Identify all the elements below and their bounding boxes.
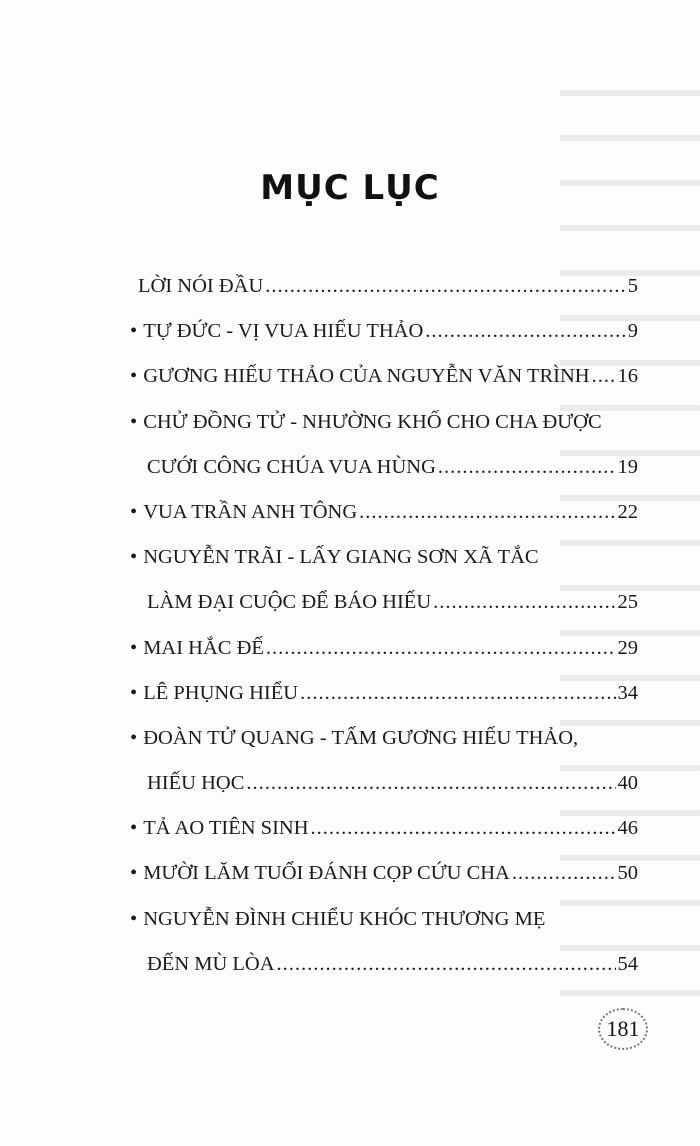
- toc-entry-title: CƯỚI CÔNG CHÚA VUA HÙNG: [147, 455, 436, 478]
- dot-leader: [359, 501, 615, 524]
- toc-entry-title: MAI HẮC ĐẾ: [143, 636, 264, 659]
- toc-entry-page: 34: [617, 681, 638, 704]
- bullet-icon: •: [130, 726, 138, 749]
- dot-leader: [438, 456, 616, 479]
- toc-entry-page: 40: [617, 772, 638, 795]
- bullet-icon: •: [130, 320, 138, 343]
- bullet-icon: •: [130, 365, 138, 388]
- toc-entry[interactable]: [130, 456, 638, 501]
- toc-entry[interactable]: [130, 817, 638, 862]
- toc-entry-page: 46: [617, 817, 638, 840]
- toc-entry-page: 19: [617, 455, 638, 478]
- bullet-icon: •: [130, 546, 138, 569]
- dot-leader: [425, 320, 625, 343]
- bullet-icon: •: [130, 410, 138, 433]
- dot-leader: [433, 591, 615, 614]
- dot-leader: [311, 817, 616, 840]
- toc-entry[interactable]: [130, 275, 638, 320]
- toc-entry-title: VUA TRẦN ANH TÔNG: [143, 500, 358, 523]
- toc-entry-title: LỜI NÓI ĐẦU: [138, 275, 264, 297]
- table-of-contents: [130, 275, 638, 998]
- bullet-icon: •: [130, 636, 138, 659]
- toc-entry-title: MƯỜI LĂM TUỔI ĐÁNH CỌP CỨU CHA: [143, 862, 510, 885]
- dot-leader: [512, 862, 616, 885]
- toc-entry-title: NGUYỄN TRÃI - LẤY GIANG SƠN XÃ TẮC: [143, 546, 539, 569]
- dot-leader: [246, 772, 615, 795]
- toc-entry[interactable]: [130, 772, 638, 817]
- toc-entry[interactable]: [130, 411, 638, 456]
- bullet-icon: •: [130, 681, 138, 704]
- dot-leader: [300, 682, 615, 705]
- toc-entry[interactable]: [130, 682, 638, 727]
- toc-entry[interactable]: [130, 637, 638, 682]
- toc-entry[interactable]: [130, 908, 638, 953]
- bullet-icon: •: [130, 817, 138, 840]
- toc-entry[interactable]: [130, 320, 638, 365]
- toc-entry[interactable]: [130, 546, 638, 591]
- toc-entry-page: 16: [617, 365, 638, 388]
- toc-entry-page: 5: [627, 275, 638, 297]
- toc-entry-title: ĐẾN MÙ LÒA: [147, 952, 275, 975]
- toc-entry[interactable]: [130, 365, 638, 410]
- toc-entry-page: 25: [617, 591, 638, 614]
- toc-entry-title: CHỬ ĐỒNG TỬ - NHƯỜNG KHỐ CHO CHA ĐƯỢC: [143, 410, 602, 433]
- toc-entry-page: 9: [627, 320, 638, 343]
- toc-entry-title: ĐOÀN TỬ QUANG - TẤM GƯƠNG HIẾU THẢO,: [143, 726, 579, 749]
- toc-entry[interactable]: [130, 591, 638, 636]
- toc-entry-title: NGUYỄN ĐÌNH CHIỂU KHÓC THƯƠNG MẸ: [143, 907, 546, 930]
- toc-entry-page: 22: [617, 500, 638, 523]
- bullet-icon: •: [130, 907, 138, 930]
- bullet-icon: •: [130, 862, 138, 885]
- dot-leader: [265, 275, 625, 298]
- bullet-icon: •: [130, 500, 138, 523]
- toc-entry-page: 54: [617, 952, 638, 975]
- dot-leader: [277, 953, 616, 976]
- toc-entry[interactable]: [130, 727, 638, 772]
- toc-entry-title: HIẾU HỌC: [147, 772, 245, 795]
- toc-entry-title: LÀM ĐẠI CUỘC ĐỂ BÁO HIẾU: [147, 591, 432, 614]
- toc-entry-title: TẢ AO TIÊN SINH: [143, 817, 309, 840]
- toc-entry-title: TỰ ĐỨC - VỊ VUA HIẾU THẢO: [143, 320, 424, 343]
- page-title: MỤC LỤC: [260, 168, 440, 208]
- toc-entry-title: LÊ PHỤNG HIỂU: [143, 681, 299, 704]
- toc-entry-title: GƯƠNG HIẾU THẢO CỦA NGUYỄN VĂN TRÌNH: [143, 365, 590, 388]
- page-number: 181: [598, 1008, 648, 1050]
- toc-entry-page: 29: [617, 636, 638, 659]
- toc-entry-page: 50: [617, 862, 638, 885]
- toc-entry[interactable]: [130, 862, 638, 907]
- toc-entry[interactable]: [130, 501, 638, 546]
- toc-entry[interactable]: [130, 953, 638, 998]
- dot-leader: [592, 365, 616, 388]
- dot-leader: [266, 637, 616, 660]
